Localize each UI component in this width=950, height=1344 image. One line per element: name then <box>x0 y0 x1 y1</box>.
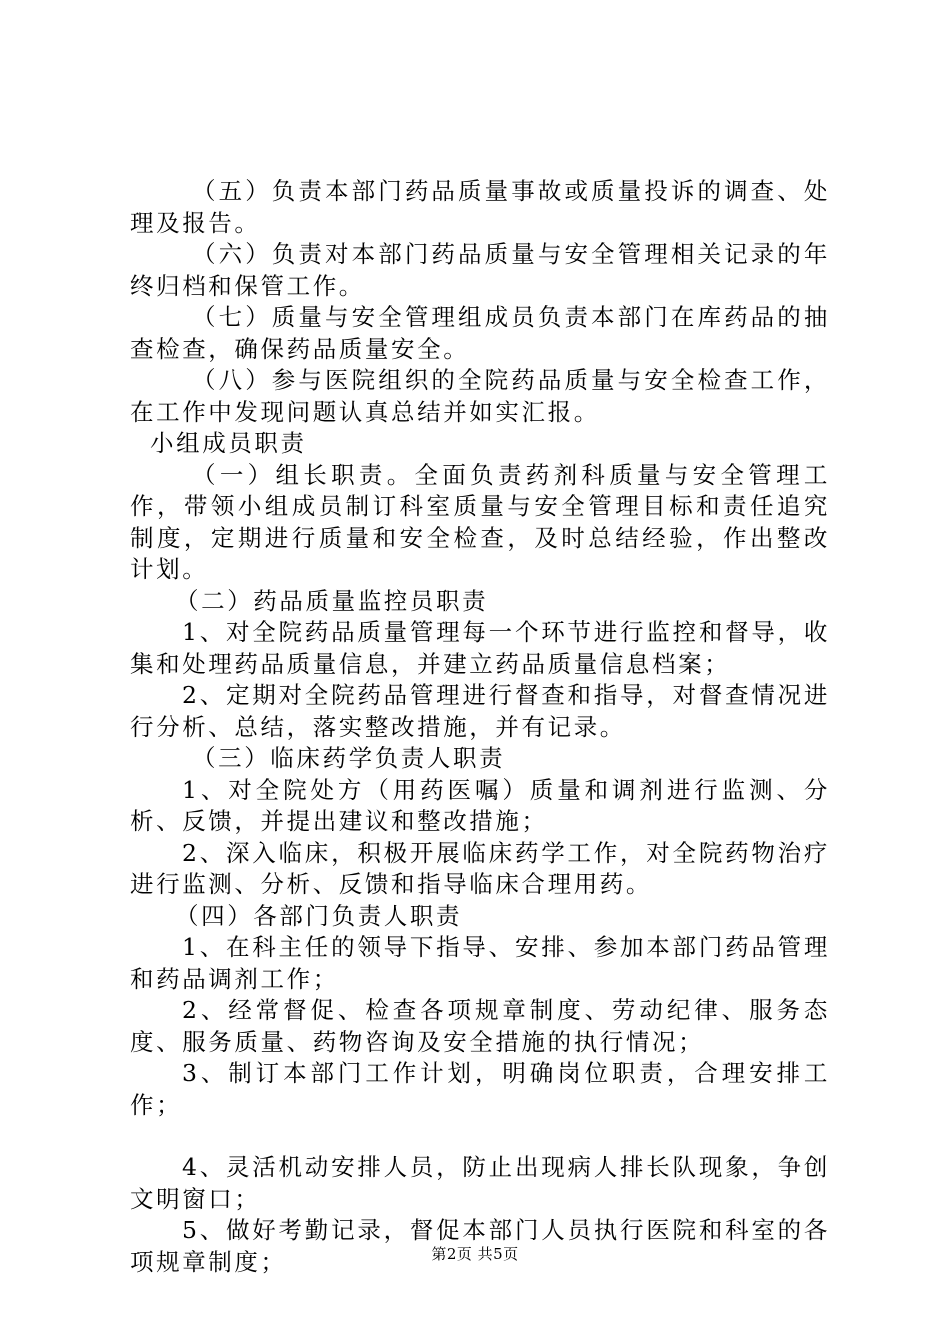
quality-monitor-item-2: 2、定期对全院药品管理进行督查和指导，对督查情况进行分析、总结，落实整改措施，并有记录。 <box>130 681 830 741</box>
paragraph-8: （八）参与医院组织的全院药品质量与安全检查工作，在工作中发现问题认真总结并如实汇报。 <box>130 366 830 426</box>
document-body <box>130 176 830 1278</box>
heading-clinical-pharmacy: （三）临床药学负责人职责 <box>192 744 506 772</box>
leader-duties: （一）组长职责。全面负责药剂科质量与安全管理工作，带领小组成员制订科室质量与安全管理目标和责任追究制度，定期进行质量和安全检查，及时总结经验，作出整改计划。 <box>130 460 830 583</box>
quality-monitor-item-1: 1、对全院药品质量管理每一个环节进行监控和督导，收集和处理药品质量信息，并建立药品质量信息档案； <box>130 618 830 678</box>
department-item-4: 4、灵活机动安排人员，防止出现病人排长队现象，争创文明窗口； <box>130 1153 830 1213</box>
heading-department-heads: （四）各部门负责人职责 <box>175 901 463 930</box>
paragraph-6: （六）负责对本部门药品质量与安全管理相关记录的年终归档和保管工作。 <box>130 240 830 300</box>
page-number-footer: 第2页 共5页 <box>431 1245 519 1263</box>
clinical-item-1: 1、对全院处方（用药医嘱）质量和调剂进行监测、分析、反馈，并提出建议和整改措施； <box>130 775 830 835</box>
clinical-item-2: 2、深入临床，积极开展临床药学工作，对全院药物治疗进行监测、分析、反馈和指导临床合理用药。 <box>130 838 830 898</box>
blank-line <box>130 1121 830 1152</box>
heading-quality-monitor: （二）药品质量监控员职责 <box>175 586 489 615</box>
department-item-2: 2、经常督促、检查各项规章制度、劳动纪律、服务态度、服务质量、药物咨询及安全措施的执行情况； <box>130 996 830 1056</box>
department-item-3: 3、制订本部门工作计划，明确岗位职责，合理安排工作； <box>130 1059 830 1119</box>
section-heading: 小组成员职责 <box>150 429 307 457</box>
paragraph-5: （五）负责本部门药品质量事故或质量投诉的调查、处理及报告。 <box>130 177 830 237</box>
paragraph-7: （七）质量与安全管理组成员负责本部门在库药品的抽查检查，确保药品质量安全。 <box>130 303 830 363</box>
department-item-5: 5、做好考勤记录，督促本部门人员执行医院和科室的各项规章制度； <box>130 1216 830 1276</box>
department-item-1: 1、在科主任的领导下指导、安排、参加本部门药品管理和药品调剂工作； <box>130 933 830 993</box>
